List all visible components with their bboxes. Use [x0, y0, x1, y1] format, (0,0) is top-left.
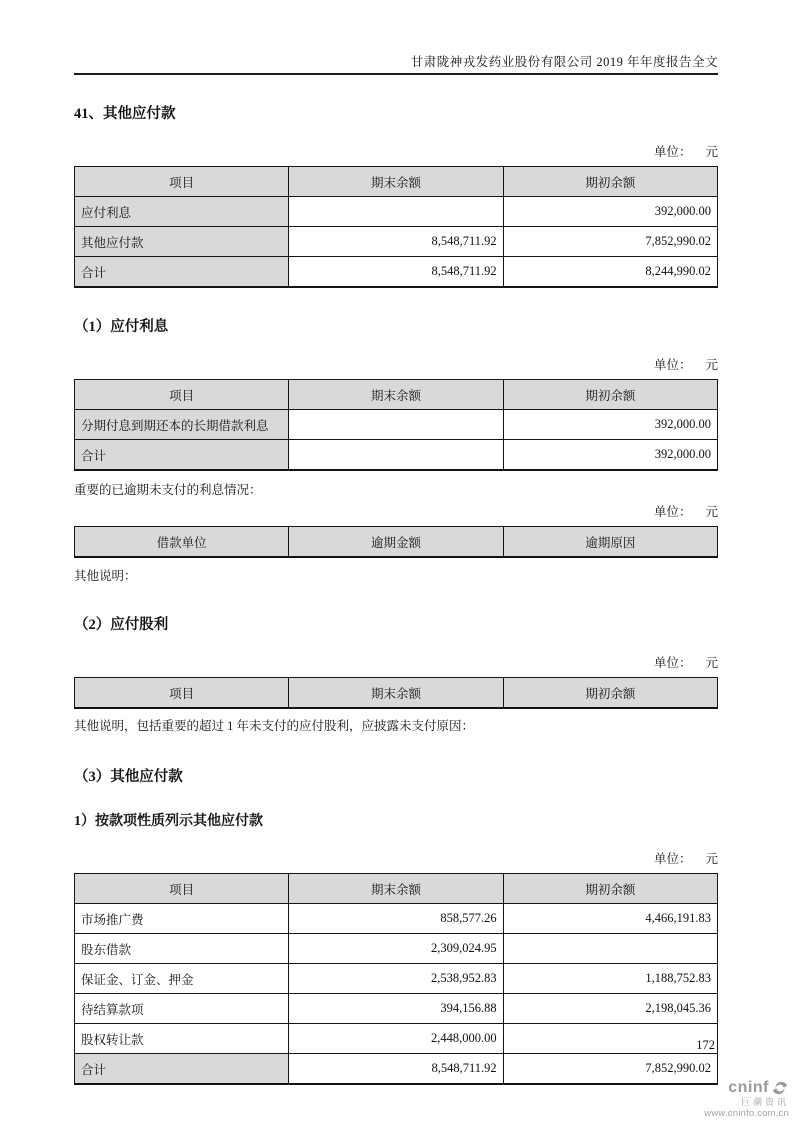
overdue-interest-table	[74, 526, 718, 558]
unit-label: 单位：	[653, 505, 692, 519]
row-label-cell: 待结算款项	[75, 994, 289, 1024]
row-label-cell: 合计	[75, 257, 289, 288]
unit-value: 元	[705, 656, 718, 670]
value-cell: 4,466,191.83	[503, 904, 717, 934]
cninfo-brand-text: cninf	[728, 1078, 769, 1096]
table-row	[75, 994, 718, 1024]
column-header: 期初余额	[503, 167, 717, 197]
table-row	[75, 904, 718, 934]
table-row	[75, 1054, 718, 1085]
value-cell: 1,188,752.83	[503, 964, 717, 994]
table-row	[75, 257, 718, 288]
value-cell: 2,538,952.83	[289, 964, 503, 994]
unit-label: 单位：	[653, 358, 692, 372]
section-3-title: （3）其他应付款	[74, 769, 183, 785]
column-header: 期初余额	[503, 380, 717, 410]
column-header: 期末余额	[289, 678, 503, 709]
overdue-interest-note: 重要的已逾期未支付的利息情况：	[74, 483, 262, 497]
unit-line-2	[74, 355, 718, 373]
cninfo-logo	[704, 1079, 789, 1119]
payables-by-nature-table	[74, 873, 718, 1085]
column-header: 期末余额	[289, 874, 503, 904]
unit-line-3	[74, 502, 718, 520]
value-cell: 858,577.26	[289, 904, 503, 934]
table-row	[75, 197, 718, 227]
unit-line-1	[74, 142, 718, 160]
cninfo-chinese-name: 巨潮资讯	[740, 1097, 789, 1107]
section-3-sub-1-title: 1）按款项性质列示其他应付款	[74, 814, 263, 829]
cninfo-swirl-icon	[771, 1079, 789, 1097]
value-cell: 2,448,000.00	[289, 1024, 503, 1054]
dividends-note: 其他说明，包括重要的超过 1 年未支付的应付股利，应披露未支付原因：	[74, 719, 475, 733]
table-header-row	[75, 167, 718, 197]
table-row	[75, 227, 718, 257]
value-cell	[289, 440, 503, 471]
section-41-title: 41、其他应付款	[74, 106, 176, 122]
value-cell: 392,000.00	[503, 440, 717, 471]
other-note-1: 其他说明：	[74, 569, 137, 583]
unit-label: 单位：	[653, 852, 692, 866]
column-header: 项目	[75, 678, 289, 709]
table-header-row	[75, 874, 718, 904]
row-label-cell: 股权转让款	[75, 1024, 289, 1054]
row-label-cell: 合计	[75, 1054, 289, 1085]
row-label-cell: 合计	[75, 440, 289, 471]
value-cell: 8,548,711.92	[289, 227, 503, 257]
section-1-title: （1）应付利息	[74, 319, 169, 335]
value-cell: 2,309,024.95	[289, 934, 503, 964]
table-row	[75, 440, 718, 471]
section-2-title: （2）应付股利	[74, 617, 169, 633]
unit-value: 元	[705, 852, 718, 866]
value-cell	[503, 1024, 717, 1054]
column-header: 项目	[75, 874, 289, 904]
interest-payable-table	[74, 379, 718, 471]
value-cell: 392,000.00	[503, 197, 717, 227]
table-row	[75, 964, 718, 994]
row-label-cell: 市场推广费	[75, 904, 289, 934]
value-cell: 392,000.00	[503, 410, 717, 440]
dividends-payable-table	[74, 677, 718, 709]
table-header-row	[75, 380, 718, 410]
other-payables-summary-table	[74, 166, 718, 288]
table-header-row	[75, 678, 718, 709]
value-cell: 8,244,990.02	[503, 257, 717, 288]
page-header	[74, 0, 718, 75]
row-label-cell: 应付利息	[75, 197, 289, 227]
value-cell: 8,548,711.92	[289, 1054, 503, 1085]
row-label-cell: 股东借款	[75, 934, 289, 964]
column-header: 期末余额	[289, 380, 503, 410]
row-label-cell: 分期付息到期还本的长期借款利息	[75, 410, 289, 440]
table-row	[75, 410, 718, 440]
page-number: 172	[696, 1038, 715, 1052]
value-cell	[289, 410, 503, 440]
unit-value: 元	[705, 505, 718, 519]
column-header: 项目	[75, 167, 289, 197]
value-cell: 7,852,990.02	[503, 1054, 717, 1085]
value-cell: 7,852,990.02	[503, 227, 717, 257]
column-header: 项目	[75, 380, 289, 410]
cninfo-url: www.cninfo.com.cn	[704, 1108, 789, 1120]
value-cell	[289, 197, 503, 227]
column-header: 期末余额	[289, 167, 503, 197]
report-title: 甘肃陇神戎发药业股份有限公司 2019 年年度报告全文	[410, 55, 718, 69]
value-cell	[503, 934, 717, 964]
table-row	[75, 934, 718, 964]
unit-value: 元	[705, 358, 718, 372]
unit-line-4	[74, 653, 718, 671]
table-row	[75, 1024, 718, 1054]
unit-label: 单位：	[653, 656, 692, 670]
row-label-cell: 保证金、订金、押金	[75, 964, 289, 994]
column-header: 逾期原因	[503, 527, 717, 558]
column-header: 期初余额	[503, 678, 717, 709]
unit-value: 元	[705, 145, 718, 159]
value-cell: 8,548,711.92	[289, 257, 503, 288]
row-label-cell: 其他应付款	[75, 227, 289, 257]
value-cell: 2,198,045.36	[503, 994, 717, 1024]
unit-label: 单位：	[653, 145, 692, 159]
value-cell: 394,156.88	[289, 994, 503, 1024]
unit-line-5	[74, 849, 718, 867]
column-header: 期初余额	[503, 874, 717, 904]
column-header: 借款单位	[75, 527, 289, 558]
column-header: 逾期金额	[289, 527, 503, 558]
table-header-row	[75, 527, 718, 558]
